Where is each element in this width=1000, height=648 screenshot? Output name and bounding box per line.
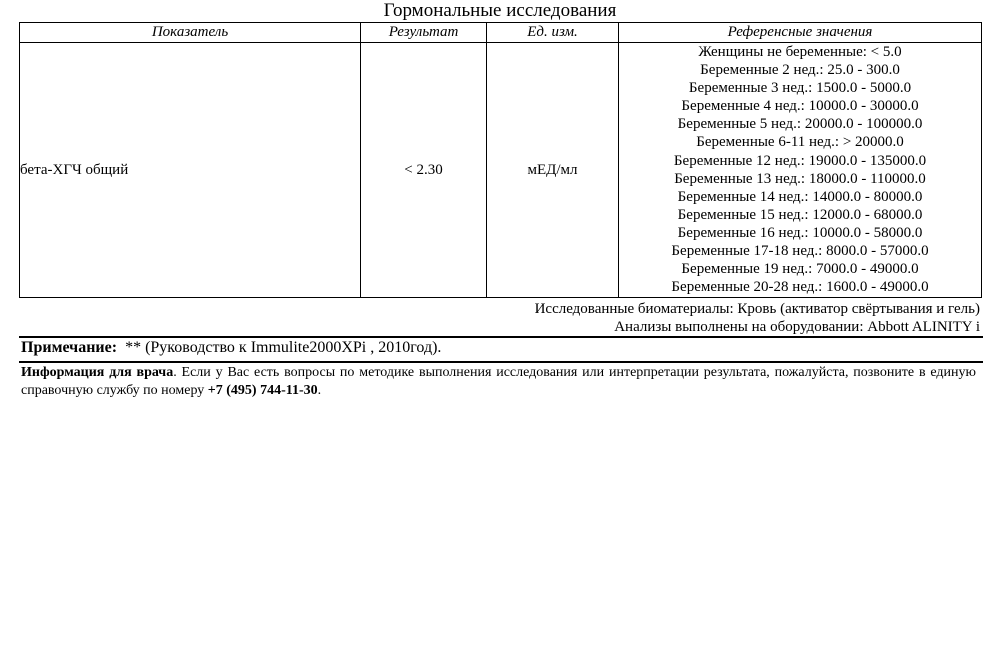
reference-line: Беременные 12 нед.: 19000.0 - 135000.0 [673, 152, 927, 169]
doctor-info-text: . Если у Вас есть вопросы по методике выполнения исследования или интерпретации результата, пожалуйста, позвоните в единую справочную службу по номеру [21, 365, 977, 398]
header-reference-values: Референсные значения [619, 23, 982, 43]
reference-line: Беременные 3 нед.: 1500.0 - 5000.0 [688, 80, 912, 97]
result-value: < 2.30 [361, 43, 487, 298]
biomaterials-line: Исследованные биоматериалы: Кровь (активатор свёртывания и гель) [534, 301, 980, 317]
reference-line: Беременные 17-18 нед.: 8000.0 - 57000.0 [671, 243, 929, 260]
analyte-name: бета-ХГЧ общий [20, 43, 361, 298]
doctor-info-end: . [317, 383, 322, 398]
table-header-row [20, 23, 982, 43]
results-table [19, 22, 982, 298]
doctor-info-block [21, 364, 976, 400]
header-result: Результат [361, 23, 487, 43]
note-label: Примечание: [21, 339, 118, 356]
reference-line: Беременные 14 нед.: 14000.0 - 80000.0 [677, 188, 923, 205]
reference-line: Беременные 6-11 нед.: > 20000.0 [696, 134, 904, 151]
reference-line: Беременные 2 нед.: 25.0 - 300.0 [700, 62, 900, 79]
reference-values-cell [619, 43, 982, 298]
section-title: Гормональные исследования [383, 0, 617, 21]
note-block [21, 338, 981, 358]
reference-line: Беременные 4 нед.: 10000.0 - 30000.0 [681, 98, 919, 115]
divider-bottom [19, 361, 983, 363]
reference-line: Беременные 15 нед.: 12000.0 - 68000.0 [677, 206, 923, 223]
equipment-line: Анализы выполнены на оборудовании: Abbott ALINITY i [614, 319, 980, 335]
reference-line: Беременные 19 нед.: 7000.0 - 49000.0 [681, 261, 919, 278]
unit-value: мЕД/мл [487, 43, 619, 298]
note-text: ** (Руководство к Immulite2000XPi , 2010год). [125, 339, 442, 356]
reference-line: Беременные 13 нед.: 18000.0 - 110000.0 [674, 170, 926, 187]
header-unit: Ед. изм. [487, 23, 619, 43]
doctor-info-label: Информация для врача [21, 365, 174, 380]
table-row [20, 43, 982, 298]
reference-line: Беременные 20-28 нед.: 1600.0 - 49000.0 [671, 279, 929, 296]
reference-line: Беременные 16 нед.: 10000.0 - 58000.0 [677, 224, 923, 241]
reference-line: Женщины не беременные: < 5.0 [698, 44, 902, 60]
header-indicator: Показатель [20, 23, 361, 43]
phone-number: +7 (495) 744-11-30 [207, 383, 318, 398]
reference-line: Беременные 5 нед.: 20000.0 - 100000.0 [677, 116, 923, 133]
